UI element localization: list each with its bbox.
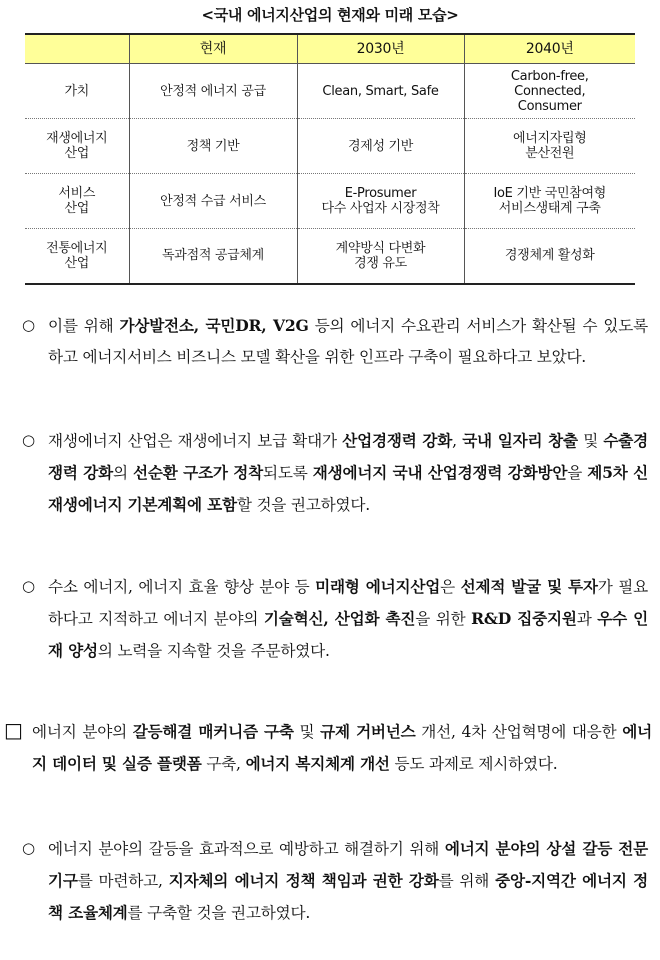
table-body [25,64,635,284]
cell-text-line: 정책 기반 [186,138,240,154]
p3-text-0: 수소 에너지, 에너지 효율 향상 분야 등 [48,578,316,596]
cell-2030 [297,119,464,174]
p5-bold-3: 지자체의 에너지 정책 책임과 권한 강화 [168,871,439,890]
p1-text-0: 이를 위해 [48,317,120,335]
cell-text-line: 에너지자립형 [512,131,587,146]
table-row [25,64,635,119]
p5-text-6: 를 구축할 것을 권고하였다. [127,904,311,922]
cell-text-line: 다수 사업자 시장정착 [321,201,440,216]
cell-2040 [464,119,635,174]
cell-text-line: E-Prosumer [344,186,417,201]
row-label [25,119,129,174]
cell-now [129,229,297,284]
p2-bold-11: 제5차 신재생에너지 기본계획에 포함 [48,463,649,514]
row-label [25,174,129,229]
cell-text-line: 안정적 에너지 공급 [160,83,266,99]
cell-2030 [297,229,464,284]
circle-bullet: ○ [22,577,35,595]
circle-bullet: ○ [22,839,35,857]
p4-bold-5: 에너지 데이터 및 실증 플랫폼 [32,722,652,773]
cell-text-line: 분산전원 [525,146,575,161]
paragraph-2 [18,425,648,521]
cell-text-line: 안정적 수급 서비스 [160,193,266,209]
cell-text-line: 산업 [64,255,90,271]
cell-text-line: 경쟁체계 활성화 [504,248,595,264]
table-row [25,119,635,174]
p3-bold-3: 선제적 발굴 및 투자 [460,577,598,596]
p4-text-6: 구축, [201,755,246,773]
p3-text-10: 의 노력을 지속할 것을 주문하였다. [97,642,330,660]
p4-text-4: 개선, 4차 산업혁명에 대응한 [415,723,623,741]
p5-bold-1: 에너지 분야의 상설 갈등 전문기구 [48,839,648,890]
cell-now [129,119,297,174]
header-empty [25,34,129,64]
p3-bold-9: 우수 인재 양성 [48,609,648,660]
p4-text-8: 등도 과제로 제시하였다. [389,755,558,773]
p3-text-8: 과 [576,610,598,628]
cell-text-line: 경제성 기반 [347,138,414,154]
cell-2030 [297,64,464,119]
p3-text-4: 가 필요하다고 지적하고 에너지 분야의 [48,578,649,628]
circle-bullet: ○ [22,316,35,334]
p4-bold-1: 갈등해결 매커니즘 구축 [132,722,294,741]
p2-text-0: 재생에너지 산업은 재생에너지 보급 확대가 [48,432,343,450]
paragraph-3 [18,571,648,667]
p2-bold-5: 수출경쟁력 강화 [48,431,648,482]
p2-text-2: , [452,432,463,450]
cell-text-line: Consumer [517,98,582,114]
p2-text-8: 되도록 [263,464,313,482]
circle-bullet: ○ [22,431,35,449]
p4-bold-7: 에너지 복지체계 개선 [245,754,390,773]
cell-text-line: 서비스 [58,186,96,201]
p2-bold-1: 산업경쟁력 강화 [342,431,453,450]
cell-text-line: 산업 [64,201,90,216]
table-header-row [25,34,635,64]
cell-2040 [464,229,635,284]
p4-text-2: 및 [293,723,321,741]
p2-text-6: 의 [113,464,133,482]
square-bullet: □ [4,718,23,742]
cell-text-line: 계약방식 다변화 [335,240,426,256]
p3-bold-7: R&D 집중지원 [471,609,577,628]
paragraph-4 [4,716,652,780]
header-2040: 2040년 [464,34,635,64]
table-caption: <국내 에너지산업의 현재와 미래 모습> [201,6,459,24]
cell-2030 [297,174,464,229]
p4-text-0: 에너지 분야의 [32,723,133,741]
cell-now [129,174,297,229]
cell-text-line: IoE 기반 국민참여형 [493,186,607,201]
p2-bold-7: 선순환 구조가 정착 [133,463,264,482]
cell-text-line: 산업 [64,146,90,161]
header-now: 현재 [129,34,297,64]
table-row [25,174,635,229]
p2-text-4: 및 [577,432,604,450]
cell-text-line: Carbon-free, [510,68,589,84]
cell-text-line: 가치 [64,83,90,99]
p2-bold-9: 재생에너지 국내 산업경쟁력 강화방안 [312,463,568,482]
header-2030: 2030년 [297,34,464,64]
row-label [25,64,129,119]
cell-text-line: 독과점적 공급체계 [162,248,264,264]
p2-text-12: 할 것을 권고하였다. [236,496,371,514]
cell-text-line: 전통에너지 [46,240,108,256]
p5-bold-5: 중앙-지역간 에너지 정책 조율체계 [48,871,648,922]
table-row [25,229,635,284]
p2-text-10: 을 [567,464,588,482]
p5-text-2: 를 마련하고, [77,872,169,890]
p5-text-4: 를 위해 [438,872,496,890]
p4-bold-3: 규제 거버넌스 [320,722,416,741]
cell-text-line: 재생에너지 [46,131,108,146]
cell-2040 [464,64,635,119]
paragraph-1 [18,310,648,373]
cell-text-line: 서비스생태계 구축 [498,201,601,216]
p3-bold-5: 기술혁신, 산업화 촉진 [263,609,416,628]
row-label [25,229,129,284]
energy-industry-table [25,33,635,285]
p3-text-2: 은 [440,578,461,596]
p3-bold-1: 미래형 에너지산업 [315,577,441,596]
p5-text-0: 에너지 분야의 갈등을 효과적으로 예방하고 해결하기 위해 [48,840,445,858]
cell-text-line: Clean, Smart, Safe [322,83,439,99]
p1-text-2: 등의 에너지 수요관리 서비스가 확산될 수 있도록 하고 에너지서비스 비즈니스 모델 확산을 위한 인프라 구축이 필요하다고 보았다. [48,317,648,366]
cell-text-line: Connected, [514,83,586,99]
p2-bold-3: 국내 일자리 창출 [462,431,578,450]
p1-bold-1: 가상발전소, 국민DR, V2G [119,316,309,335]
cell-2040 [464,174,635,229]
cell-now [129,64,297,119]
p3-text-6: 을 위한 [415,610,472,628]
paragraph-5 [18,833,648,929]
cell-text-line: 경쟁 유도 [354,255,407,271]
